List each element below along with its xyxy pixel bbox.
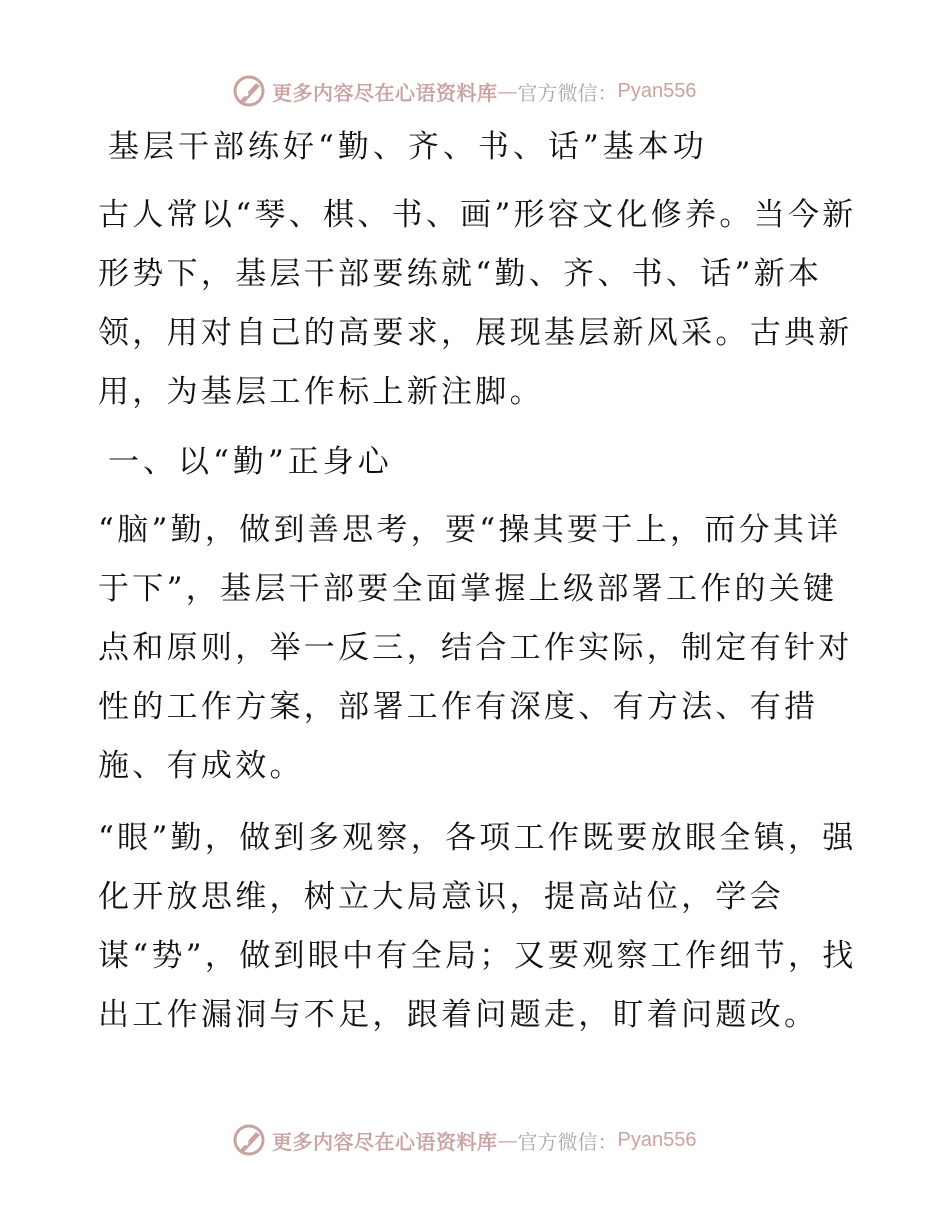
brain-paragraph: “脑”勤，做到善思考，要“操其要于上，而分其详于下”，基层干部要全面掌握上级部署工作的关键点和原则，举一反三，结合工作实际，制定有针对性的工作方案，部署工作有深度、有方法、有措施、有成效。 [98, 512, 853, 784]
intro-paragraph: 古人常以“琴、棋、书、画”形容文化修养。当今新形势下，基层干部要练就“勤、齐、书、话”新本领，用对自己的高要求，展现基层新风采。古典新用，为基层工作标上新注脚。 [98, 197, 857, 410]
section-heading-diligence: 一、以“勤”正身心 [108, 444, 393, 480]
watermark-dash: — [497, 1128, 518, 1152]
watermark-official-label: 官方微信： [517, 1129, 618, 1154]
watermark-footer [232, 1120, 732, 1160]
document-body [98, 122, 858, 1058]
pen-logo-icon [232, 74, 266, 108]
watermark-header [232, 71, 732, 111]
watermark-handle: Pyan556 [617, 79, 697, 102]
watermark-official-label: 官方微信： [517, 80, 618, 105]
watermark-promo-text: 更多内容尽在心语资料库 [272, 1129, 498, 1154]
watermark-handle: Pyan556 [617, 1128, 697, 1151]
watermark-dash: — [497, 79, 518, 103]
watermark-promo-text: 更多内容尽在心语资料库 [272, 80, 498, 105]
eye-paragraph: “眼”勤，做到多观察，各项工作既要放眼全镇，强化开放思维，树立大局意识，提高站位，学会谋“势”，做到眼中有全局；又要观察工作细节，找出工作漏洞与不足，跟着问题走，盯着问题改。 [98, 820, 857, 1033]
pen-logo-icon [232, 1123, 266, 1157]
document-title: 基层干部练好“勤、齐、书、话”基本功 [108, 129, 708, 165]
